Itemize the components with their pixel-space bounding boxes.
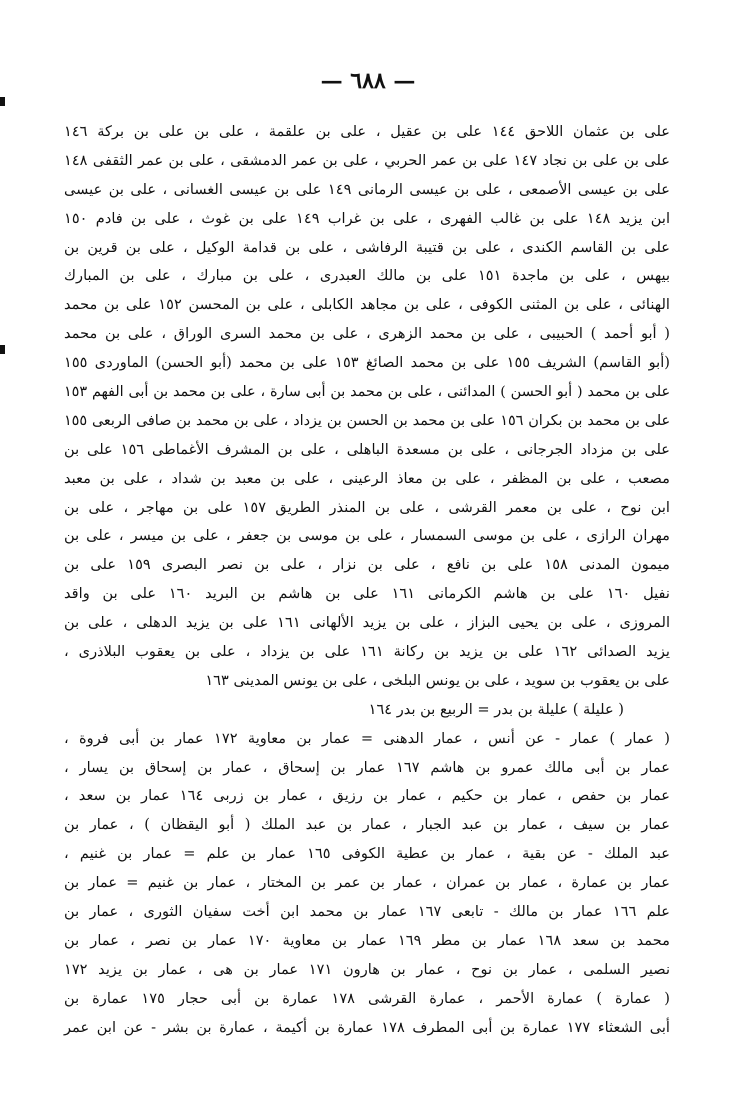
index-line: على بن يعقوب بن سويد ، على بن يونس البلخى ، على بن يونس المدينى ١٦٣: [205, 671, 670, 689]
index-line: نصير السلمى ، عمار بن نوح ، عمار بن هارون ١٧١ عمار بن هى ، عمار بن يزيد ١٧٢: [64, 960, 671, 978]
index-line: مهران الرازى ، على بن موسى السمسار ، على بن موسى بن جعفر ، على بن ميسر ، على بن: [64, 527, 670, 545]
index-line: على بن القاسم الكندى ، على بن قتيبة الرفاشى ، على بن قدامة الوكيل ، على بن قرين بن: [64, 238, 670, 256]
index-line: مصعب ، على بن المظفر ، على بن معاذ الرعينى ، على بن معبد بن شداد ، على بن معبد: [64, 469, 670, 487]
index-line: عمار بن حفص ، عمار بن حكيم ، عمار بن رزيق ، عمار بن زربى ١٦٤ عمار بن سعد ،: [64, 787, 670, 805]
index-line: يزيد الصدائى ١٦٢ على بن يزيد بن ركانة ١٦١ على بن يزداد ، على بن يعقوب البلاذرى ،: [64, 643, 670, 661]
index-line: ميمون المدنى ١٥٨ على بن نافع ، على بن نزار ، على بن نصر البصرى ١٥٩ على بن: [64, 556, 670, 574]
index-line: (أبو القاسم) الشريف ١٥٥ على بن محمد الصائغ ١٥٣ على بن محمد (أبو الحسن) الماوردى ١٥٥: [64, 354, 670, 372]
edge-mark-top: [0, 97, 5, 106]
index-line: عمار بن عمارة ، عمار بن عمران ، عمار بن عمر بن المختار ، عمار بن غنيم = عمار بن: [64, 874, 670, 892]
index-line: عبد الملك - عن بقية ، عمار بن عطية الكوفى ١٦٥ عمار بن علم = عمار بن غنيم ،: [64, 845, 670, 863]
section-heading-line: ( عليلة ) عليلة بن بدر = الربيع بن بدر ١٦٤: [368, 700, 624, 718]
index-line: نفيل ١٦٠ على بن هاشم الكرمانى ١٦١ على بن هاشم بن البريد ١٦٠ على بن واقد: [64, 585, 670, 603]
index-line: عمار بن سيف ، عمار بن عبد الجبار ، عمار بن عبد الملك ( أبو اليقظان ) ، عمار بن: [64, 816, 670, 834]
index-line: الهنائى ، على بن المثنى الكوفى ، على بن مجاهد الكابلى ، على بن المحسن ١٥٢ على بن محمد: [64, 296, 670, 314]
index-line: ابن نوح ، على بن معمر القرشى ، على بن المنذر الطريق ١٥٧ على بن مهاجر ، على بن: [64, 498, 670, 516]
index-line: بيهس ، على بن ماجدة ١٥١ على بن مالك العبدرى ، على بن مبارك ، على بن المبارك: [64, 267, 671, 285]
index-line: على بن محمد ( أبو الحسن ) المدائنى ، على بن محمد بن أبى سارة ، على بن محمد بن أبى الفهم ١٥٣: [64, 384, 670, 401]
index-line: محمد بن سعد ١٦٨ عمار بن مطر ١٦٩ عمار بن معاوية ١٧٠ عمار بن نصر ، عمار بن: [64, 931, 670, 949]
section-heading-line: ( عمار ) عمار - عن أنس ، عمار الدهنى = عمار بن معاوية ١٧٢ عمار بن أبى فروة ،: [64, 729, 670, 747]
index-text-block: [64, 118, 670, 1043]
section-heading-line: ( عمارة ) عمارة الأحمر ، عمارة القرشى ١٧٨ عمارة بن أبى حجار ١٧٥ عمارة بن: [64, 989, 671, 1007]
index-line: عمار بن أبى مالك عمرو بن هاشم ١٦٧ عمار بن إسحاق ، عمار بن إسحاق بن يسار ،: [64, 758, 670, 776]
page-number: — ٦٨٨ —: [320, 68, 416, 94]
index-line: على بن على بن نجاد ١٤٧ على بن عمر الحربي ، على بن عمر الدمشقى ، على بن عمر الثقفى ١٤٨: [64, 151, 671, 169]
index-line: على بن عثمان اللاحق ١٤٤ على بن عقيل ، على بن علقمة ، على بن على بن بركة ١٤٦: [64, 123, 671, 140]
index-line: على بن مزداد الجرجانى ، على بن مسعدة الباهلى ، على بن المشرف الأغماطى ١٥٦ على بن: [64, 440, 670, 458]
index-line: المروزى ، على بن يحيى البزاز ، على بن يزيد الألهانى ١٦١ على بن يزيد الدهلى ، على بن: [64, 614, 670, 632]
index-line: على بن عيسى الأصمعى ، على بن عيسى الرمانى ١٤٩ على بن عيسى الغسانى ، على بن عيسى: [64, 180, 670, 198]
edge-mark-middle: [0, 345, 5, 354]
index-line: ابن يزيد ١٤٨ على بن غالب الفهرى ، على بن غراب ١٤٩ على بن غوث ، على بن فادم ١٥٠: [64, 209, 670, 227]
index-line: على بن محمد بن بكران ١٥٦ على بن محمد بن الحسن بن يزداد ، على بن محمد بن صافى الربعى ١٥٥: [64, 412, 670, 429]
index-line: علم ١٦٦ عمار بن مالك - تابعى ١٦٧ عمار بن محمد ابن أخت سفيان الثورى ، عمار بن: [64, 903, 671, 921]
index-line: أبى الشعثاء ١٧٧ عمارة بن أبى المطرف ١٧٨ عمارة بن أكيمة ، عمارة بن بشر - عن ابن عمر: [64, 1018, 670, 1036]
index-line: ( أبو أحمد ) الحبيبى ، على بن محمد الزهرى ، على بن محمد السرى الوراق ، على بن محمد: [64, 325, 670, 343]
